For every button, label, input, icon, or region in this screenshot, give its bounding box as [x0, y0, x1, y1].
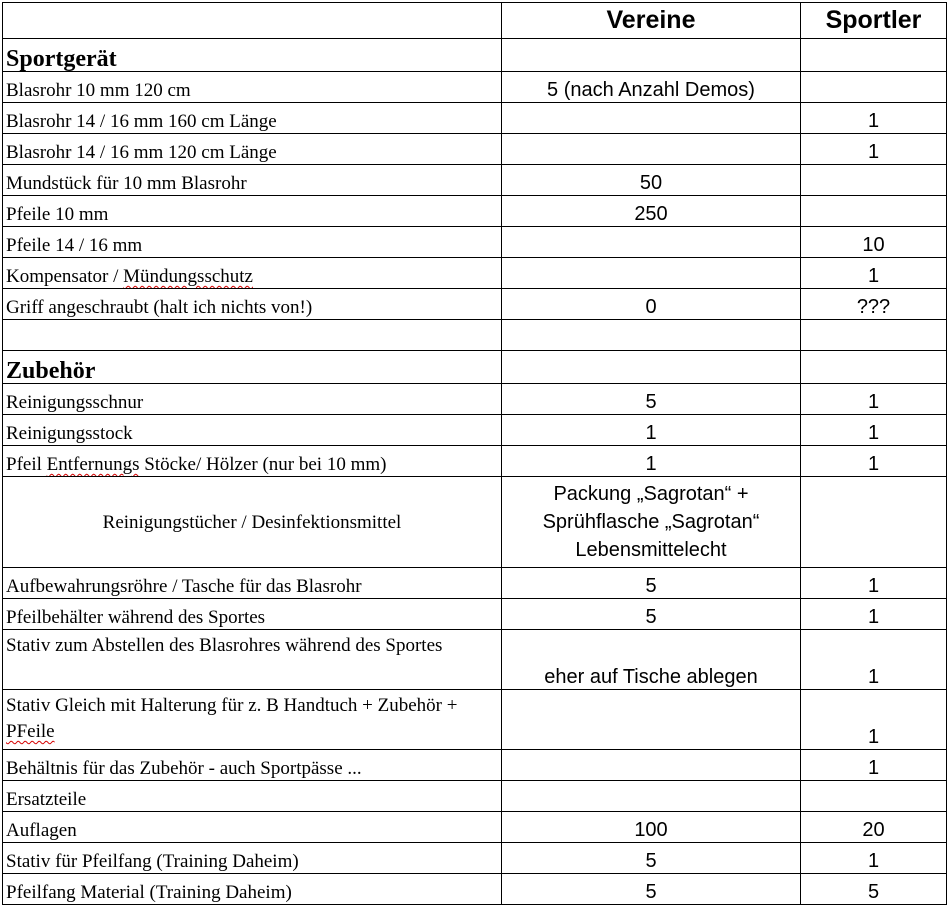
section-row: [3, 39, 947, 72]
row-label-part: Stativ Gleich mit Halterung für z. B Handtuch + Zubehör +: [6, 695, 458, 716]
cell-sportler: 1: [801, 258, 947, 289]
row-label: Reinigungsstock: [3, 415, 502, 446]
cell-sportler: [801, 477, 947, 568]
row-label: Pfeile 10 mm: [3, 196, 502, 227]
row-label: Griff angeschraubt (halt ich nichts von!): [3, 289, 502, 320]
row-label: [3, 446, 502, 477]
row-label: Reinigungsschnur: [3, 384, 502, 415]
cell-sportler: [801, 39, 947, 72]
cell-vereine: [502, 103, 801, 134]
cell-sportler: [801, 165, 947, 196]
cell-sportler: 1: [801, 750, 947, 781]
row-label: Stativ zum Abstellen des Blasrohres während des Sportes: [3, 630, 502, 690]
cell-sportler: 1: [801, 384, 947, 415]
cell-vereine: [502, 39, 801, 72]
section-title-zubehoer: Zubehör: [3, 351, 502, 384]
row-label-part: Stöcke/ Hölzer (nur bei 10 mm): [139, 454, 387, 475]
cell-sportler: 1: [801, 630, 947, 690]
table-row: [3, 134, 947, 165]
cell-vereine: [502, 690, 801, 750]
row-label: [3, 258, 502, 289]
cell-sportler: 1: [801, 415, 947, 446]
cell-vereine: [502, 351, 801, 384]
table-row: [3, 227, 947, 258]
row-label: Mundstück für 10 mm Blasrohr: [3, 165, 502, 196]
row-label: Auflagen: [3, 812, 502, 843]
equipment-table: [2, 2, 947, 905]
row-label: Behältnis für das Zubehör - auch Sportpässe ...: [3, 750, 502, 781]
cell-vereine: 5: [502, 384, 801, 415]
row-label: Blasrohr 10 mm 120 cm: [3, 72, 502, 103]
cell-line: [505, 536, 797, 564]
cell-sportler: 1: [801, 843, 947, 874]
table-row: [3, 477, 947, 568]
row-label: Blasrohr 14 / 16 mm 160 cm Länge: [3, 103, 502, 134]
header-vereine: Vereine: [502, 3, 801, 39]
cell-vereine: 0: [502, 289, 801, 320]
row-label: [3, 690, 502, 750]
row-label: Pfeilbehälter während des Sportes: [3, 599, 502, 630]
cell-sportler: 1: [801, 134, 947, 165]
cell-line: [505, 508, 797, 536]
cell-line: [505, 480, 797, 508]
row-label: [3, 320, 502, 351]
table-row: [3, 630, 947, 690]
cell-sportler: 10: [801, 227, 947, 258]
table-row: [3, 812, 947, 843]
cell-vereine: [502, 258, 801, 289]
cell-sportler: 1: [801, 446, 947, 477]
table-row: [3, 103, 947, 134]
cell-sportler: [801, 72, 947, 103]
table-row: [3, 415, 947, 446]
row-label: Pfeilfang Material (Training Daheim): [3, 874, 502, 905]
row-label-part: Kompensator /: [6, 266, 124, 287]
header-sportler: Sportler: [801, 3, 947, 39]
table-row: [3, 196, 947, 227]
cell-vereine: 5: [502, 568, 801, 599]
cell-sportler: [801, 781, 947, 812]
table-row: [3, 289, 947, 320]
cell-sportler: [801, 320, 947, 351]
spellcheck-word: PFeile: [6, 721, 55, 742]
cell-sportler: 1: [801, 690, 947, 750]
cell-vereine: 5: [502, 599, 801, 630]
table-row: [3, 384, 947, 415]
table-row: [3, 165, 947, 196]
cell-vereine: 5 (nach Anzahl Demos): [502, 72, 801, 103]
blank-row: [3, 320, 947, 351]
cell-sportler: 1: [801, 599, 947, 630]
cell-sportler: [801, 351, 947, 384]
table-row: [3, 690, 947, 750]
cell-vereine: [502, 750, 801, 781]
table-row: [3, 568, 947, 599]
cell-line-text: Lebensmittelecht: [575, 539, 727, 561]
row-label: Reinigungstücher / Desinfektionsmittel: [3, 477, 502, 568]
cell-vereine: [502, 477, 801, 568]
cell-sportler: 1: [801, 568, 947, 599]
cell-vereine: 50: [502, 165, 801, 196]
cell-sportler: 1: [801, 103, 947, 134]
cell-vereine: 250: [502, 196, 801, 227]
cell-sportler: 20: [801, 812, 947, 843]
cell-vereine: [502, 134, 801, 165]
cell-vereine: 100: [502, 812, 801, 843]
table-row: [3, 781, 947, 812]
cell-line-text: Sprühflasche „Sagrotan“: [542, 511, 760, 533]
table-row: [3, 446, 947, 477]
row-label: Stativ für Pfeilfang (Training Daheim): [3, 843, 502, 874]
cell-sportler: ???: [801, 289, 947, 320]
table-row: [3, 599, 947, 630]
spellcheck-word: Entfernungs: [46, 454, 140, 475]
header-item: [3, 3, 502, 39]
cell-vereine: [502, 781, 801, 812]
cell-line-text: Packung „Sagrotan“ +: [553, 483, 749, 505]
cell-vereine: [502, 320, 801, 351]
spellcheck-word: Mündungsschutz: [123, 266, 253, 287]
cell-sportler: 5: [801, 874, 947, 905]
section-row: [3, 351, 947, 384]
cell-vereine: eher auf Tische ablegen: [502, 630, 801, 690]
table-row: [3, 843, 947, 874]
cell-vereine: 5: [502, 874, 801, 905]
table-row: [3, 750, 947, 781]
row-label: Pfeile 14 / 16 mm: [3, 227, 502, 258]
row-label-part: Pfeil: [6, 454, 47, 475]
section-title-sportgeraet: Sportgerät: [3, 39, 502, 72]
header-row: [3, 3, 947, 39]
table-row: [3, 874, 947, 905]
cell-vereine: 1: [502, 446, 801, 477]
cell-vereine: 5: [502, 843, 801, 874]
row-label: Ersatzteile: [3, 781, 502, 812]
row-label: Blasrohr 14 / 16 mm 120 cm Länge: [3, 134, 502, 165]
cell-vereine: 1: [502, 415, 801, 446]
table-row: [3, 258, 947, 289]
cell-sportler: [801, 196, 947, 227]
row-label: Aufbewahrungsröhre / Tasche für das Blasrohr: [3, 568, 502, 599]
table-row: [3, 72, 947, 103]
cell-vereine: [502, 227, 801, 258]
